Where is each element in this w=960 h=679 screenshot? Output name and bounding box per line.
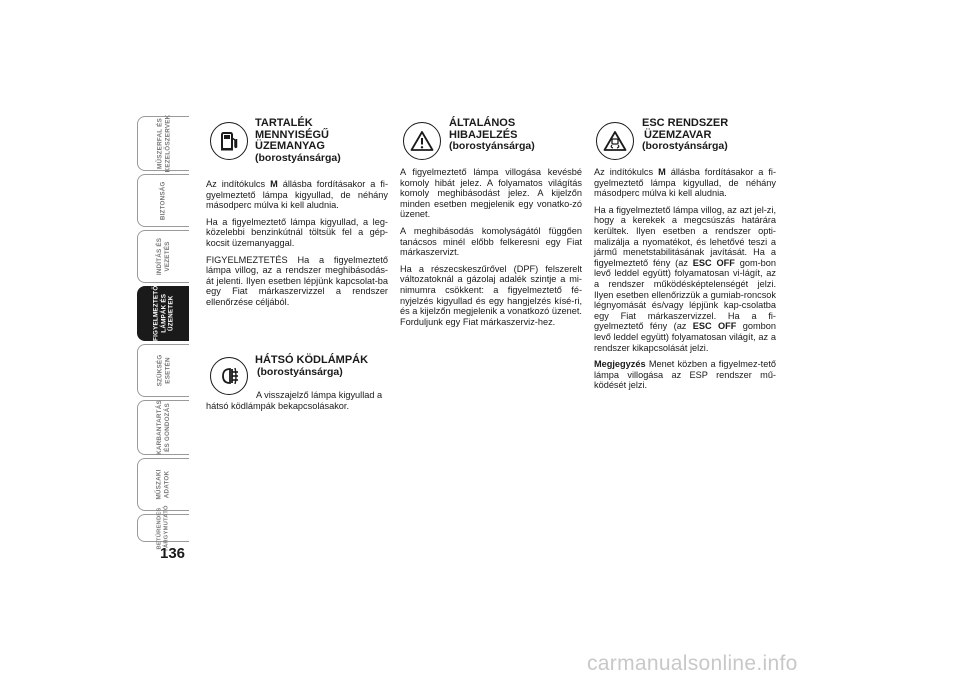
tab-starting-driving[interactable]: INDÍTÁS ÉS VEZETÉS [137,230,189,283]
fuel-text: Az indítókulcs M állásba fordításakor a fi-gyelmeztető lámpa kigyullad, de néhány másodperc múlva ki kell aludnia. Ha a figyelmeztető lámpa kigyullad, a leg-közelebbi benzinkútnál töltsük fel a gép-kocsit üzemanyaggal. FIGYELMEZTETÉS Ha a figyelmeztető lámpa villog, az a rendszer meghibásodás-át jelenti. Ilyen esetben lépjünk kapcsolat-ba egy Fiat márkaszervizzel a rendszer ellenőrzése céljából. [206,179,389,307]
fog-heading: HÁTSÓ KÖDLÁMPÁK (borostyánsárga) [255,354,369,378]
fuel-pump-icon [210,122,248,160]
fuel-heading: TARTALÉK MENNYISÉGŰ ÜZEMANYAG (borostyánsárga) [255,117,341,164]
tab-safety[interactable]: BIZTONSÁG [137,174,189,227]
fog-text: A visszajelző lámpa kigyullad a hátsó ködlámpák bekapcsolásakor. [206,390,383,411]
tab-technical-data[interactable]: MŰSZAKI ADATOK [137,458,189,511]
tab-warning-lights-messages[interactable]: FIGYELMEZTETŐ LÁMPÁK ÉS ÜZENETEK [137,286,189,341]
watermark: carmanualsonline.info [587,652,798,675]
general-heading: ÁLTALÁNOS HIBAJELZÉS (borostyánsárga) [449,117,535,152]
tab-maintenance-care[interactable]: KARBANTARTÁS ÉS GONDOZÁS [137,400,189,455]
page-number: 136 [160,545,186,562]
esc-skid-icon [596,122,634,160]
warning-triangle-icon [403,122,441,160]
general-text: A figyelmeztető lámpa villogása kevésbé komoly hibát jelez. A folyamatos világítás komoly meghibásodást jelez. A kijelzőn minden esetben megjelenik egy vonatko-zó üzenet. A meghibásodás komolyságától függően tanácsos minél előbb felkeresni egy Fiat márkaszervizt. Ha a részecskeszűrővel (DPF) felszerelt változatoknál a gázolaj adalék szintje a mi-nimumra csökkent: a figyelmeztető fé-nyjelzés kigyullad és egy hangjelzés kísé-ri, és a kijelzőn megjelenik a vonatkozó üzenet. Forduljunk egy Fiat márkaszerviz-hez. [400,167,582,327]
tab-alphabetical-index[interactable]: BETŰRENDES TÁRGYMUTATÓ [137,514,189,542]
tab-dashboard-controls[interactable]: MŰSZERFAL ÉS KEZELŐSZERVEK [137,116,189,171]
tab-emergency[interactable]: SZÜKSÉG ESETÉN [137,344,189,397]
esc-text: Az indítókulcs M állásba fordításakor a fi-gyelmeztető lámpa kigyullad, de néhány másodperc múlva ki kell aludnia. Ha a figyelmeztető lámpa villog, az azt jel-zi, hogy a kerekek a megcsúszás határára kerültek. Ilyen esetben a rendszer opti-malizálja a nyomatékot, és lehetővé teszi a jármű menetstabilitásának javítását. Ha a figyelmeztető fény (az ESC OFF gom-bon levő leddel együtt) folyamatosan vi-lágít, az a rendszer működésképtelenségét jelzi. Ilyen esetben ellenőrizzük a gumiab-roncsok légnyomását és/vagy lépjünk kap-csolatba egy Fiat márkaszervizzel. Ha a fi-gyelmeztető fény (az ESC OFF gombon levő leddel együtt) folyamatosan világít, az a rendszer kikapcsolását jelzi. Megjegyzés Menet közben a figyelmez-tető lámpa villogása az ESP rendszer mű-ködését jelzi. [594,167,777,391]
esc-heading: ESC RENDSZER ÜZEMZAVAR (borostyánsárga) [642,117,729,152]
